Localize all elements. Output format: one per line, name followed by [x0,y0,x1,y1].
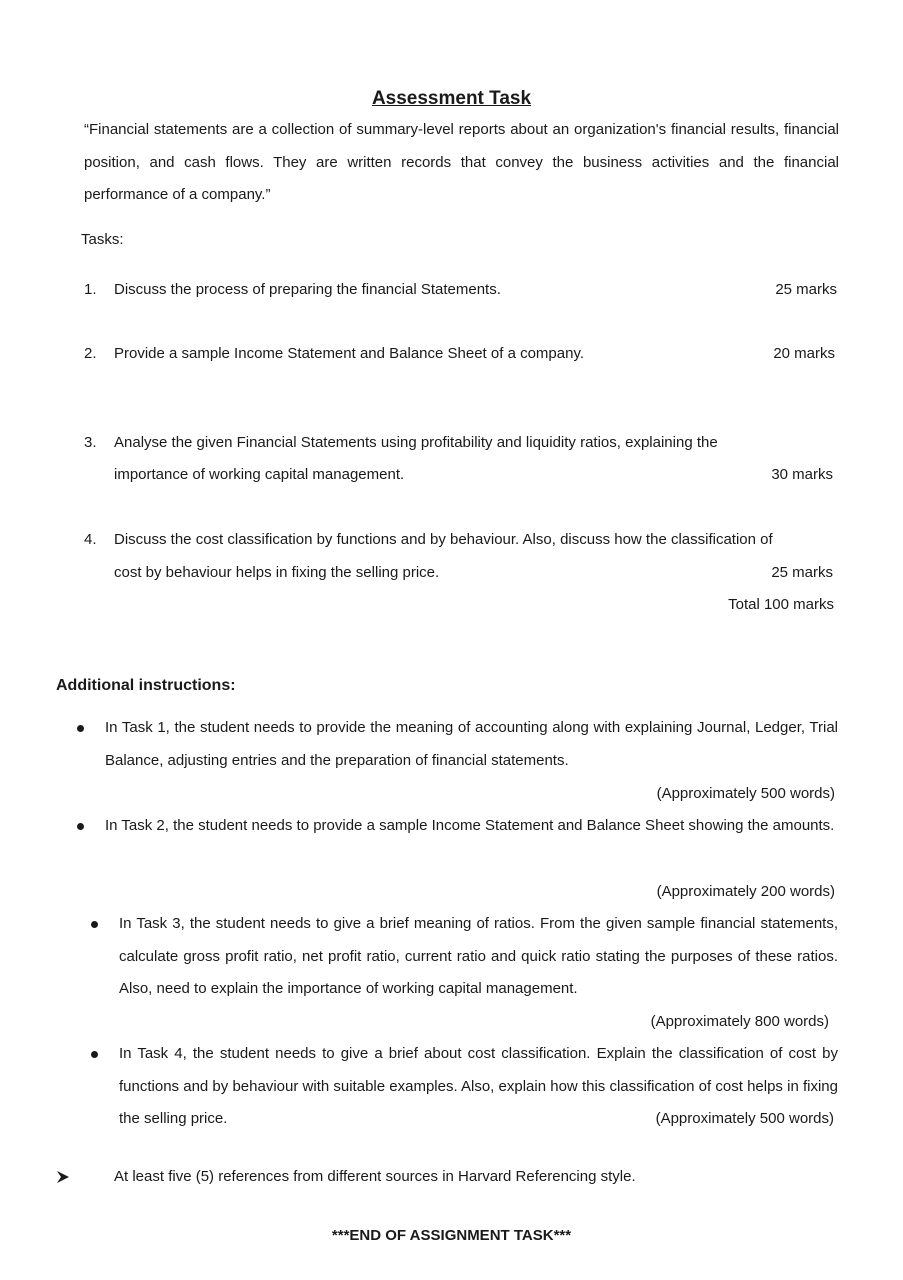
task-text-continued: importance of working capital management. [114,466,405,483]
task-text: Discuss the process of preparing the financial Statements. [114,281,501,298]
end-of-assignment: ***END OF ASSIGNMENT TASK*** [331,1227,572,1244]
task-text: Provide a sample Income Statement and Balance Sheet of a company. [114,345,584,362]
instruction-text: In Task 1, the student needs to provide the meaning of accounting along with explaining Journal, Ledger, Trial Balance, adjusting entries and the preparation of financial statements. [105,719,838,769]
intro-quote: “Financial statements are a collection of summary-level reports about an organization's financial results, financial position, and cash flows. They are written records that convey the business activities and the financial performance of a company.” [84,121,839,203]
task-marks: 25 marks [771,564,833,581]
references-instruction: At least five (5) references from different sources in Harvard Referencing style. [114,1168,636,1185]
task-marks: 20 marks [773,345,835,362]
page-title: Assessment Task [371,88,532,109]
arrow-bullet-icon [56,1170,70,1184]
bullet-icon [91,921,98,928]
task-text: Discuss the cost classification by functions and by behaviour. Also, discuss how the classification of [114,531,773,548]
bullet-icon [77,823,84,830]
instruction-text: In Task 4, the student needs to give a brief about cost classification. Explain the classification of cost by functions and by behaviour with suitable examples. Also, explain how this classification of cost helps in fixing the selling price. [119,1045,838,1127]
bullet-icon [77,725,84,732]
task-marks: 25 marks [775,281,837,298]
instruction-text: In Task 2, the student needs to provide a sample Income Statement and Balance Sheet showing the amounts. [105,817,835,834]
tasks-label: Tasks: [81,231,124,248]
task-text: Analyse the given Financial Statements using profitability and liquidity ratios, explaining the [114,434,718,451]
instruction-word-count: (Approximately 500 words) [600,1110,834,1127]
task-marks: 30 marks [771,466,833,483]
instruction-text: In Task 3, the student needs to give a brief meaning of ratios. From the given sample financial statements, calculate gross profit ratio, net profit ratio, current ratio and quick ratio stating the purposes of these ratios. Also, need to explain the importance of working capital management. [119,915,838,997]
instruction-word-count: (Approximately 200 words) [656,883,835,900]
bullet-icon [91,1051,98,1058]
total-marks: Total 100 marks [728,596,834,613]
task-number: 4. [84,531,97,548]
task-text-continued: cost by behaviour helps in fixing the selling price. [114,564,440,581]
task-number: 3. [84,434,97,451]
instruction-word-count: (Approximately 800 words) [650,1013,829,1030]
instruction-word-count: (Approximately 500 words) [656,785,835,802]
task-number: 1. [84,281,97,298]
additional-instructions-heading: Additional instructions: [56,677,236,694]
task-number: 2. [84,345,97,362]
